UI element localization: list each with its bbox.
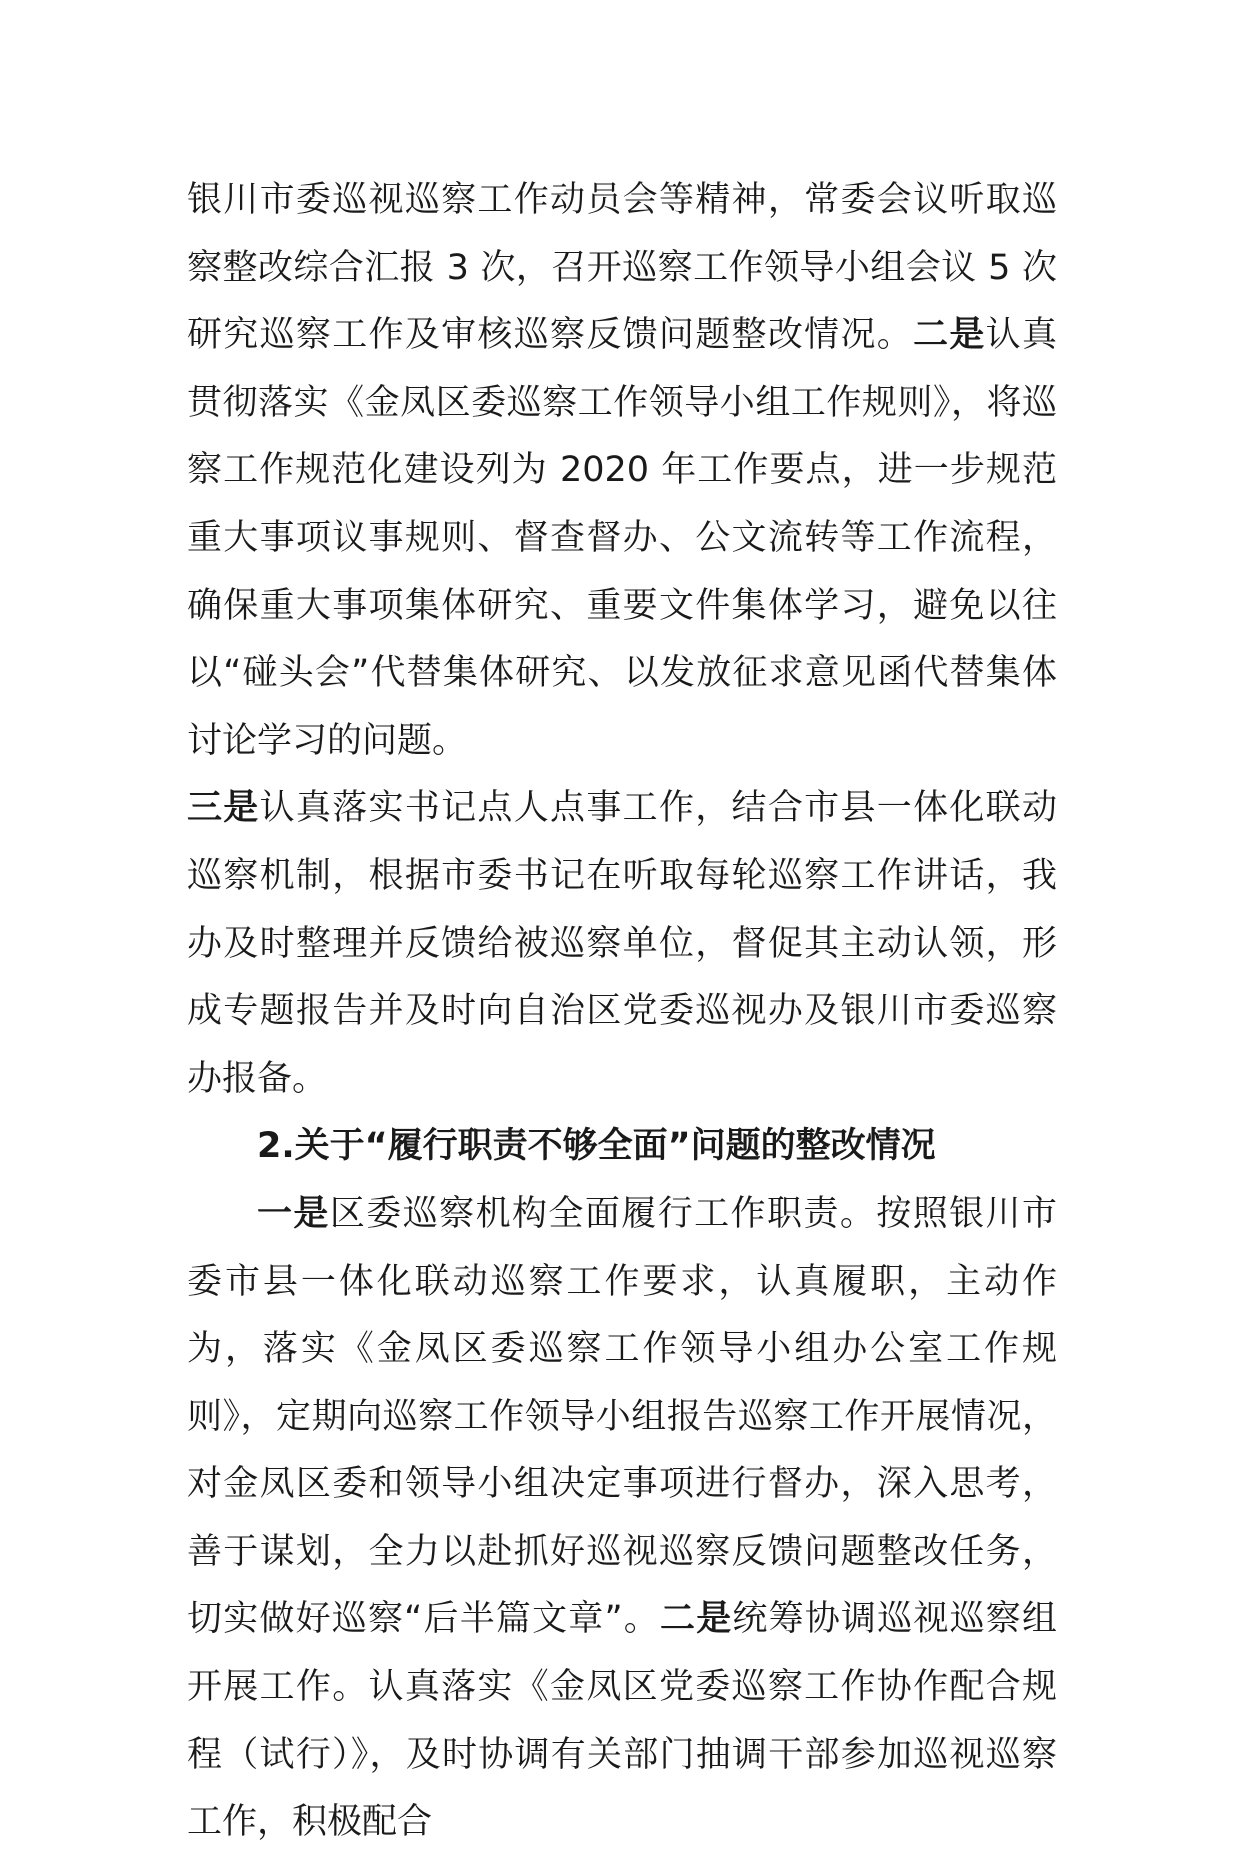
paragraph-duty-fulfillment (187, 1181, 1057, 1857)
lead-marker-third: 三是 (187, 788, 260, 829)
lead-marker-second: 二是 (913, 315, 986, 356)
lead-marker-second: 二是 (660, 1599, 733, 1640)
section-heading: 2.关于“履行职责不够全面”问题的整改情况 (257, 1126, 936, 1167)
paragraph-text: 银川市委巡视巡察工作动员会等精神，常委会议听取巡察整改综合汇报 3 次，召开巡察工作领导小组会议 5 次研究巡察工作及审核巡察反馈问题整改情况。 (187, 180, 1057, 356)
paragraph-text: 区委巡察机构全面履行工作职责。按照银川市委市县一体化联动巡察工作要求，认真履职，主动作为，落实《金凤区委巡察工作领导小组办公室工作规则》，定期向巡察工作领导小组报告巡察工作开展情况，对金凤区委和领导小组决定事项进行督办，深入思考，善于谋划，全力以赴抓好巡视巡察反馈问题整改任务，切实做好巡察“后半篇文章”。 (187, 1193, 1057, 1640)
document-body (187, 167, 1057, 1857)
paragraph-text: 统筹协调巡视巡察组开展工作。认真落实《金凤区党委巡察工作协作配合规程（试行）》，及时协调有关部门抽调干部参加巡视巡察工作，积极配合 (187, 1599, 1057, 1843)
paragraph-leadership-meetings (187, 167, 1057, 775)
paragraph-secretary-assignments (187, 775, 1057, 1113)
lead-marker-first: 一是 (257, 1193, 330, 1234)
paragraph-text: 认真贯彻落实《金凤区委巡察工作领导小组工作规则》，将巡察工作规范化建设列为 2020 年工作要点，进一步规范重大事项议事规则、督查督办、公文流转等工作流程，确保重大事项集体研究、重要文件集体学习，避免以往以“碰头会”代替集体研究、以发放征求意见函代替集体讨论学习的问题。 (187, 315, 1057, 761)
paragraph-text: 认真落实书记点人点事工作，结合市县一体化联动巡察机制，根据市委书记在听取每轮巡察工作讲话，我办及时整理并反馈给被巡察单位，督促其主动认领，形成专题报告并及时向自治区党委巡视办及银川市委巡察办报备。 (187, 788, 1057, 1099)
